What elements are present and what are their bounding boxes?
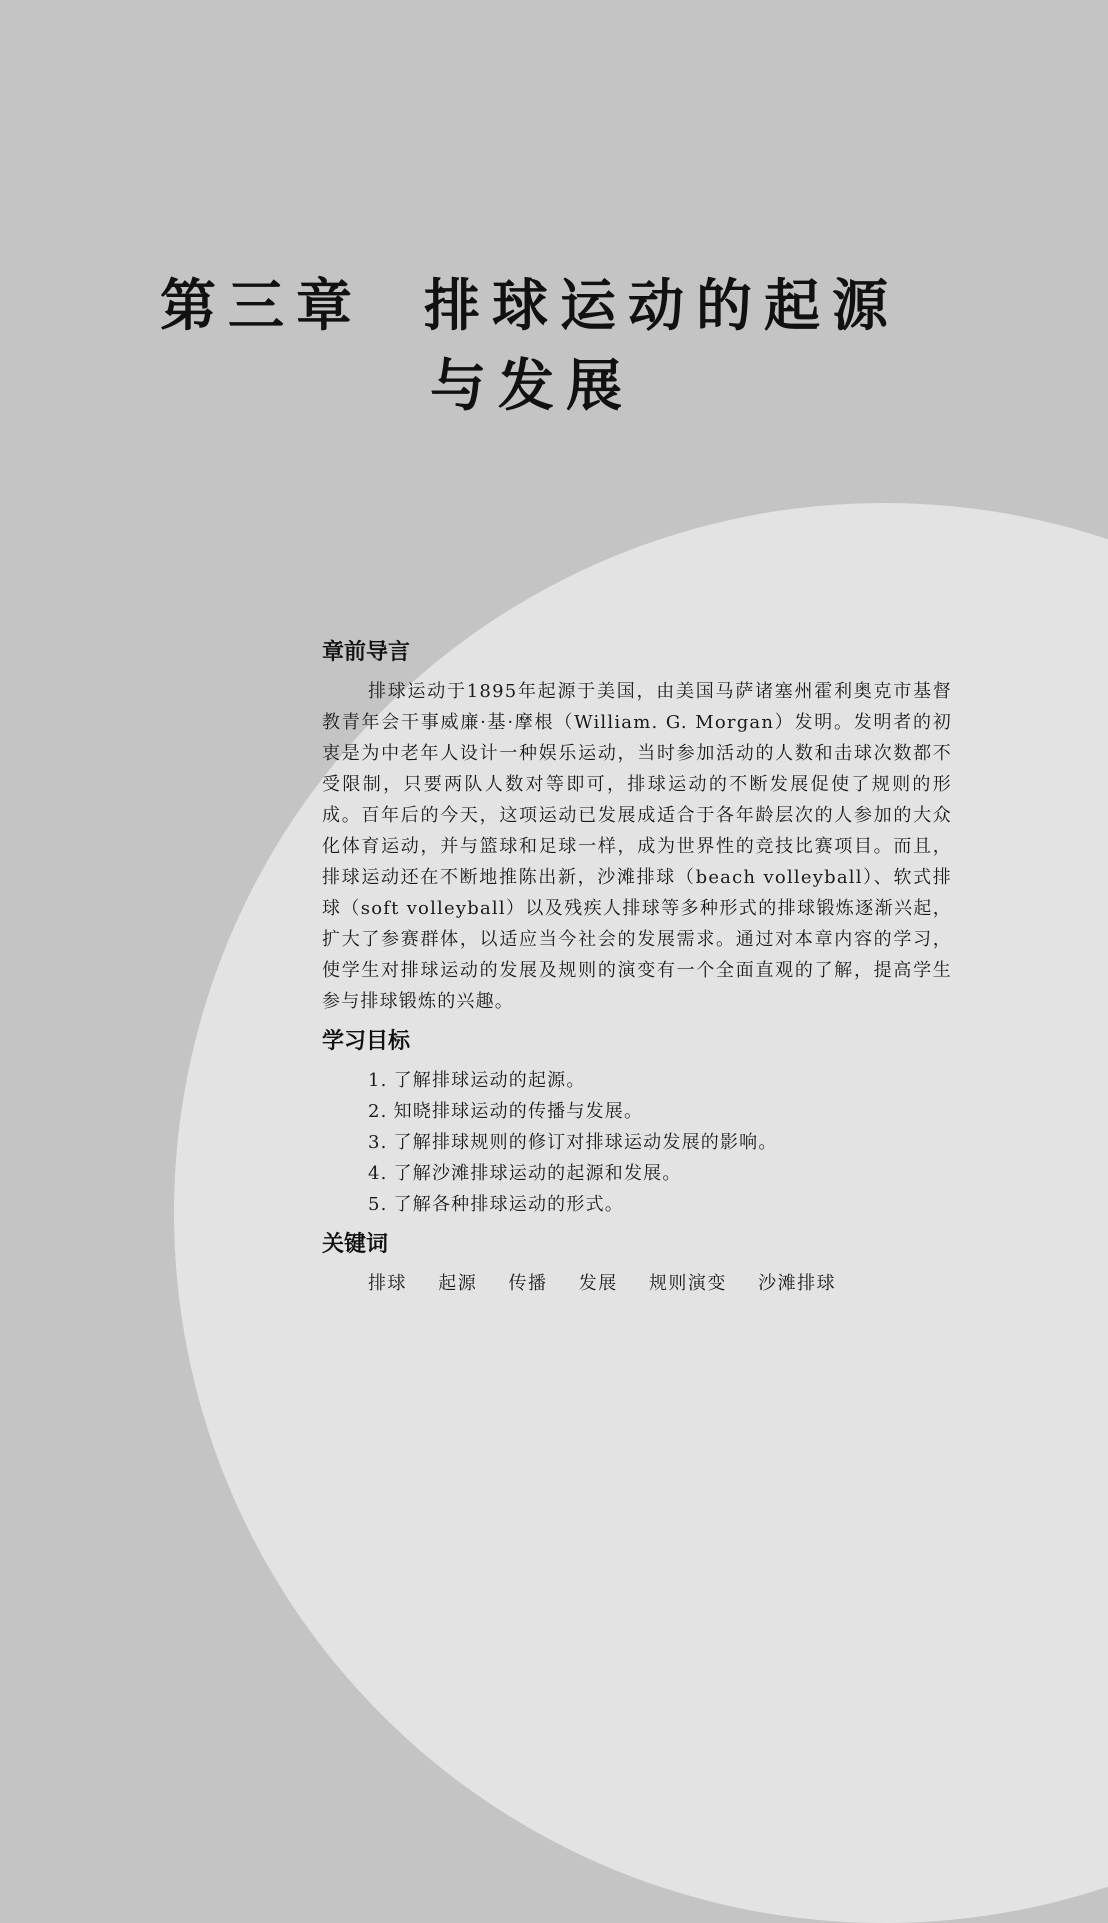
goal-item: [368, 1189, 952, 1220]
chapter-title-line-1: [160, 270, 900, 342]
keywords-heading: 关键词: [322, 1232, 389, 1257]
goal-number: 4.: [368, 1163, 388, 1184]
goal-number: 1.: [368, 1070, 388, 1091]
goal-text: 了解各种排球运动的形式。: [393, 1194, 624, 1215]
intro-paragraph: 排球运动于1895年起源于美国，由美国马萨诸塞州霍利奥克市基督教青年会干事威廉·基·摩根（William. G. Morgan）发明。发明者的初衷是为中老年人设计一种娱乐运动，当时参加活动的人数和击球次数都不受限制，只要两队人数对等即可，排球运动的不断发展促使了规则的形成。百年后的今天，这项运动已发展成适合于各年龄层次的人参加的大众化体育运动，并与篮球和足球一样，成为世界性的竞技比赛项目。而且，排球运动还在不断地推陈出新，沙滩排球（beach volleyball）、软式排球（soft volleyball）以及残疾人排球等多种形式的排球锻炼逐渐兴起，扩大了参赛群体，以适应当今社会的发展需求。通过对本章内容的学习，使学生对排球运动的发展及规则的演变有一个全面直观的了解，提高学生参与排球锻炼的兴趣。: [322, 681, 952, 1012]
chapter-title-main: 排球运动的起源: [424, 273, 900, 339]
goal-text: 了解沙滩排球运动的起源和发展。: [393, 1163, 682, 1184]
goal-item: [368, 1065, 952, 1096]
goal-item: [368, 1127, 952, 1158]
goal-text: 知晓排球运动的传播与发展。: [393, 1101, 644, 1122]
goals-heading: 学习目标: [322, 1029, 411, 1054]
keyword: 沙滩排球: [758, 1273, 837, 1294]
goals-list: [322, 1065, 952, 1220]
chapter-number: 第三章: [160, 273, 364, 339]
keyword: 排球: [368, 1273, 407, 1294]
intro-heading: 章前导言: [322, 640, 411, 665]
goal-item: [368, 1158, 952, 1189]
goal-number: 5.: [368, 1194, 388, 1215]
goal-text: 了解排球规则的修订对排球运动发展的影响。: [393, 1132, 778, 1153]
chapter-title-line-2: 与发展: [430, 353, 634, 419]
goal-number: 3.: [368, 1132, 388, 1153]
keywords-list: [322, 1268, 952, 1299]
keyword: 规则演变: [648, 1273, 727, 1294]
goal-text: 了解排球运动的起源。: [393, 1070, 586, 1091]
chapter-intro-content: [322, 636, 952, 1299]
keyword: 起源: [438, 1273, 478, 1294]
goal-item: [368, 1096, 952, 1127]
chapter-title: [160, 270, 1040, 440]
keyword: 发展: [578, 1273, 618, 1294]
goal-number: 2.: [368, 1101, 388, 1122]
keyword: 传播: [508, 1273, 548, 1294]
